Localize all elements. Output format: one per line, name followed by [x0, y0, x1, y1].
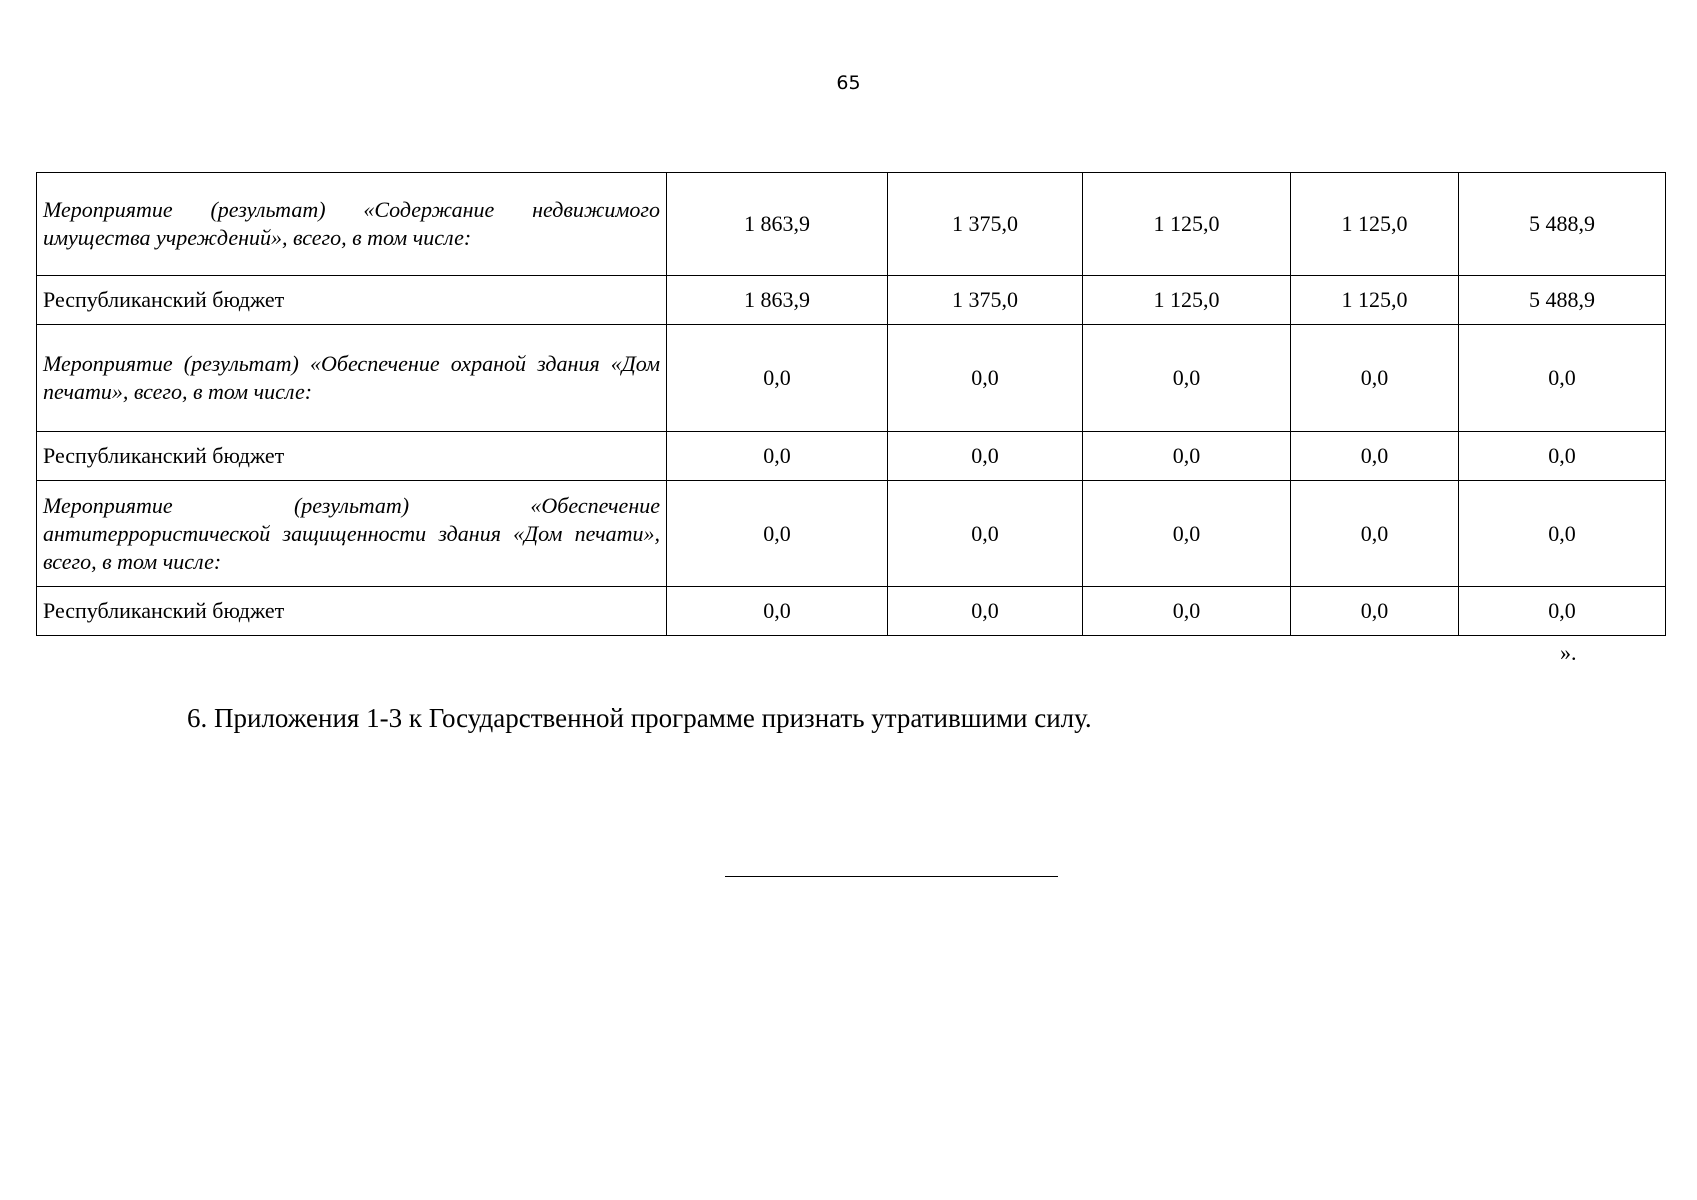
- value-cell: 5 488,9: [1459, 276, 1666, 325]
- budget-table: [36, 172, 1666, 636]
- value-cell: 1 863,9: [667, 276, 888, 325]
- value-cell: 0,0: [1459, 481, 1666, 587]
- table-row: [37, 432, 1666, 481]
- row-label: Республиканский бюджет: [37, 276, 667, 325]
- row-label: Мероприятие (результат) «Обеспечение антитеррористической защищенности здания «Дом печати», всего, в том числе:: [37, 481, 667, 587]
- value-cell: 0,0: [1459, 325, 1666, 432]
- value-cell: 0,0: [1291, 481, 1459, 587]
- separator-line: [725, 876, 1058, 877]
- value-cell: 0,0: [888, 325, 1083, 432]
- value-cell: 0,0: [888, 587, 1083, 636]
- value-cell: 1 375,0: [888, 173, 1083, 276]
- row-label: Республиканский бюджет: [37, 587, 667, 636]
- row-label: Мероприятие (результат) «Содержание недвижимого имущества учреждений», всего, в том числе:: [37, 173, 667, 276]
- value-cell: 0,0: [888, 481, 1083, 587]
- value-cell: 0,0: [667, 481, 888, 587]
- closing-quote: ».: [1560, 640, 1577, 665]
- row-label: Мероприятие (результат) «Обеспечение охраной здания «Дом печати», всего, в том числе:: [37, 325, 667, 432]
- row-label: Республиканский бюджет: [37, 432, 667, 481]
- value-cell: 0,0: [1459, 432, 1666, 481]
- value-cell: 1 125,0: [1083, 173, 1291, 276]
- value-cell: 0,0: [1291, 325, 1459, 432]
- table-row: [37, 481, 1666, 587]
- table-row: [37, 276, 1666, 325]
- table-row: [37, 173, 1666, 276]
- value-cell: 5 488,9: [1459, 173, 1666, 276]
- value-cell: 1 125,0: [1291, 173, 1459, 276]
- value-cell: 0,0: [1083, 587, 1291, 636]
- value-cell: 1 863,9: [667, 173, 888, 276]
- value-cell: 0,0: [667, 325, 888, 432]
- value-cell: 0,0: [1291, 587, 1459, 636]
- table-row: [37, 325, 1666, 432]
- value-cell: 1 125,0: [1083, 276, 1291, 325]
- page-number: 65: [836, 72, 861, 94]
- value-cell: 0,0: [667, 587, 888, 636]
- value-cell: 1 375,0: [888, 276, 1083, 325]
- value-cell: 0,0: [1291, 432, 1459, 481]
- value-cell: 0,0: [1459, 587, 1666, 636]
- value-cell: 0,0: [667, 432, 888, 481]
- paragraph-item-6: 6. Приложения 1-3 к Государственной программе признать утратившими силу.: [187, 703, 1092, 733]
- table-row: [37, 587, 1666, 636]
- value-cell: 0,0: [1083, 325, 1291, 432]
- value-cell: 1 125,0: [1291, 276, 1459, 325]
- value-cell: 0,0: [1083, 432, 1291, 481]
- value-cell: 0,0: [1083, 481, 1291, 587]
- value-cell: 0,0: [888, 432, 1083, 481]
